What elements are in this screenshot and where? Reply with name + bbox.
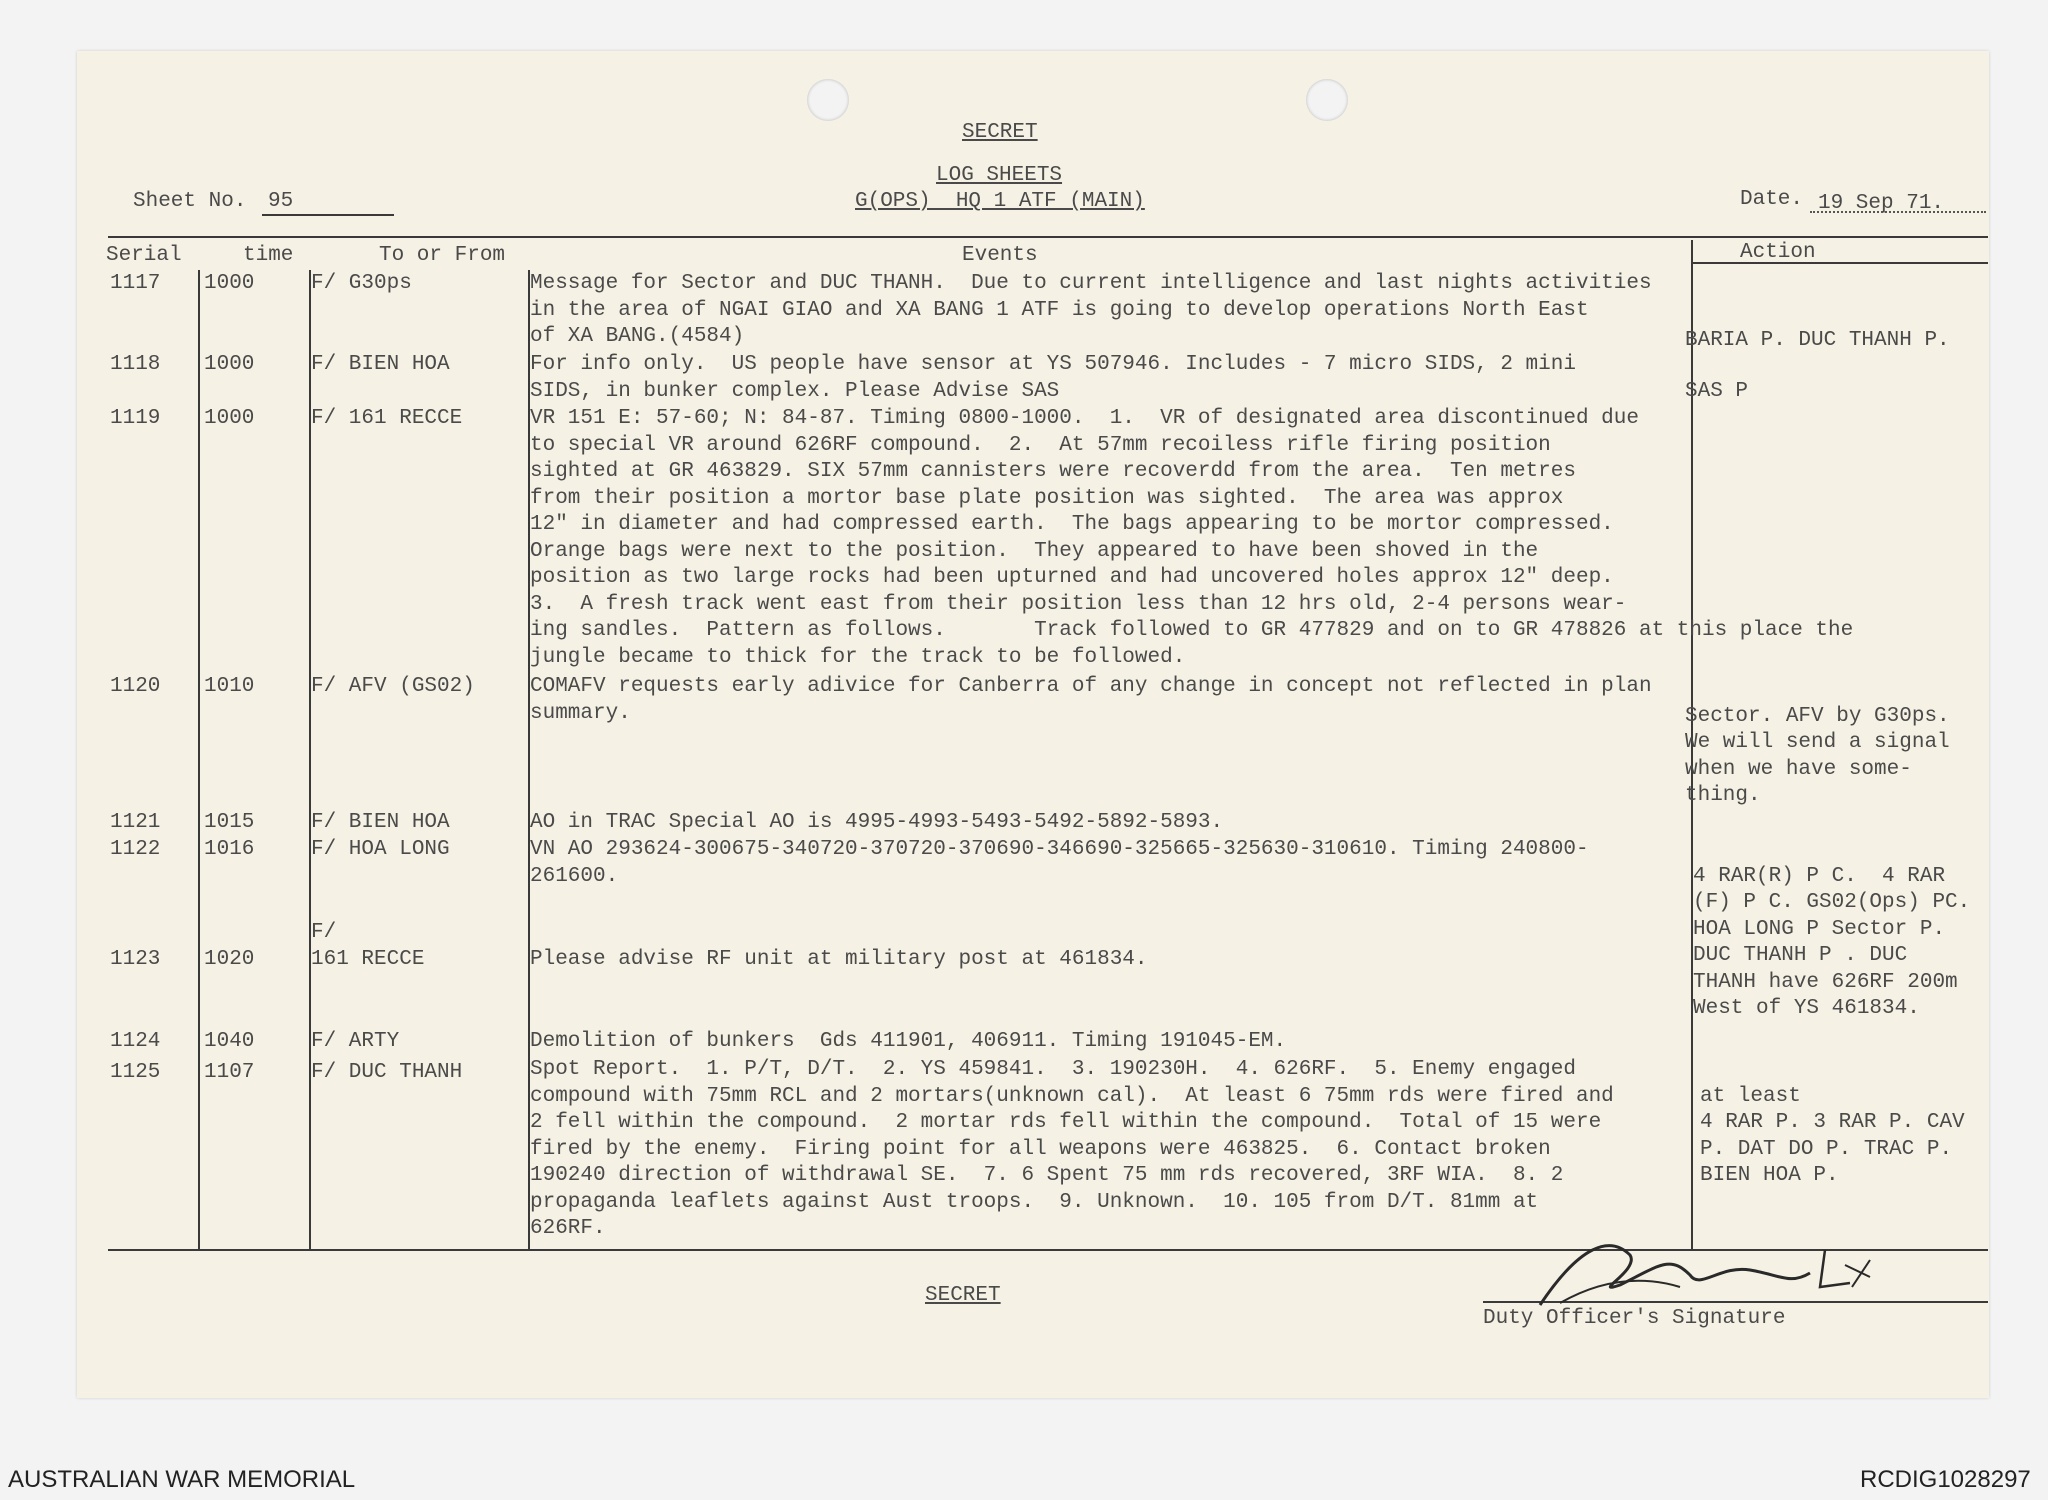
punch-hole: [1306, 79, 1348, 121]
entry-serial: 1122: [110, 838, 161, 861]
entry-time: 1016: [204, 838, 255, 861]
entry-action: SAS P: [1685, 379, 1749, 403]
entry-time: 1040: [204, 1030, 255, 1053]
entry-time: 1000: [204, 407, 255, 430]
classification-top: SECRET: [962, 121, 1038, 144]
entry-to-from: F/ AFV (GS02): [311, 675, 475, 698]
entry-to-from: F/ 161 RECCE: [311, 921, 425, 971]
column-header-serial: Serial: [106, 244, 182, 267]
entry-action: BARIA P. DUC THANH P.: [1685, 329, 1950, 352]
signature-label: Duty Officer's Signature: [1483, 1307, 1786, 1330]
entry-to-from: F/ BIEN HOA: [311, 811, 450, 834]
footer-record-id: RCDIG1028297: [1860, 1466, 2031, 1493]
date-label: Date.: [1740, 188, 1804, 211]
entry-to-from: F/ DUC THANH: [311, 1061, 463, 1084]
footer-source: AUSTRALIAN WAR MEMORIAL: [8, 1466, 356, 1493]
entry-time: 1000: [204, 353, 255, 376]
entry-to-from: F/ ARTY: [311, 1030, 400, 1053]
entry-events: VR 151 E: 57-60; N: 84-87. Timing 0800-1000. 1. VR of designated area discontinued due to special VR around 626RF compound. 2. At 57mm recoiless rifle firing position sighted at GR 463829. SIX 57mm cannisters were recoverdd from the area. Ten metres from their position a mortor base plate position was sighted. The area was approx 12" in diameter and had compressed earth. The bags appearing to be mortor compressed. Orange bags were next to the position. They appeared to have been shoved in the position as two large rocks had been upturned and had uncovered holes approx 12" deep. 3. A fresh track went east from their position less than 12 hrs old, 2-4 persons wear- ing sandles. Pattern as follows. Track followed to GR 477829 and on to GR 478826 at this place the jungle became to thick for the track to be followed.: [530, 407, 1854, 669]
punch-hole: [807, 79, 849, 121]
column-header-action: Action: [1740, 241, 1816, 264]
entry-events: Please advise RF unit at military post at 461834.: [530, 948, 1148, 971]
entry-time: 1020: [204, 948, 255, 971]
entry-time: 1010: [204, 675, 255, 698]
entry-serial: 1117: [110, 272, 161, 295]
entry-serial: 1123: [110, 948, 161, 971]
entry-serial: 1125: [110, 1061, 161, 1084]
table-top-rule: [108, 236, 1988, 238]
entry-events: VN AO 293624-300675-340720-370720-370690-346690-325665-325630-310610. Timing 240800- 261600.: [530, 838, 1589, 888]
column-header-to-from: To or From: [379, 244, 506, 267]
entry-serial: 1119: [110, 407, 161, 430]
handwritten-signature: [1520, 1225, 1890, 1315]
entry-events: Demolition of bunkers Gds 411901, 406911. Timing 191045-EM.: [530, 1030, 1287, 1053]
entry-to-from: F/ BIEN HOA: [311, 353, 450, 376]
entry-events: Message for Sector and DUC THANH. Due to current intelligence and last nights activities in the area of NGAI GIAO and XA BANG 1 ATF is going to develop operations North East of XA BANG.(4584): [530, 272, 1652, 348]
entry-time: 1107: [204, 1061, 255, 1084]
entry-time: 1015: [204, 811, 255, 834]
sheet-number: 95: [268, 190, 294, 213]
date-underline: [1810, 211, 1986, 213]
document-title: LOG SHEETS: [936, 164, 1063, 187]
entry-serial: 1118: [110, 353, 161, 376]
entry-action: Sector. AFV by G30ps. We will send a signal when we have some- thing.: [1685, 704, 1950, 807]
entry-action: 4 RAR(R) P C. 4 RAR (F) P C. GS02(Ops) PC. HOA LONG P Sector P. DUC THANH P . DUC THANH have 626RF 200m West of YS 461834.: [1693, 864, 1971, 1020]
entry-action: at least 4 RAR P. 3 RAR P. CAV P. DAT DO P. TRAC P. BIEN HOA P.: [1700, 1084, 1965, 1187]
entry-to-from: F/ 161 RECCE: [311, 407, 463, 430]
entry-to-from: F/ HOA LONG: [311, 838, 450, 861]
column-header-events: Events: [962, 244, 1038, 267]
column-divider: [198, 270, 200, 1250]
entry-to-from: F/ G30ps: [311, 272, 412, 295]
entry-serial: 1120: [110, 675, 161, 698]
entry-time: 1000: [204, 272, 255, 295]
entry-events: AO in TRAC Special AO is 4995-4993-5493-5492-5892-5893.: [530, 811, 1224, 834]
entry-events: COMAFV requests early adivice for Canberra of any change in concept not reflected in plan summary.: [530, 675, 1652, 725]
entry-serial: 1121: [110, 811, 161, 834]
sheet-label: Sheet No.: [133, 190, 247, 213]
date-value: 19 Sep 71.: [1818, 192, 1945, 215]
sheet-number-underline: [262, 214, 394, 216]
entry-events: Spot Report. 1. P/T, D/T. 2. YS 459841. 3. 190230H. 4. 626RF. 5. Enemy engaged compound with 75mm RCL and 2 mortars(unknown cal). At least 6 75mm rds were fired and 2 fell within the compound. 2 mortar rds fell within the compound. Total of 15 were fired by the enemy. Firing point for all weapons were 463825. 6. Contact broken 190240 direction of withdrawal SE. 7. 6 Spent 75 mm rds recovered, 3RF WIA. 8. 2 propaganda leaflets against Aust troops. 9. Unknown. 10. 105 from D/T. 81mm at 626RF.: [530, 1058, 1614, 1240]
classification-bottom: SECRET: [925, 1284, 1001, 1307]
action-header-rule: [1692, 262, 1988, 264]
entry-serial: 1124: [110, 1030, 161, 1053]
entry-events: For info only. US people have sensor at YS 507946. Includes - 7 micro SIDS, 2 mini SIDS, in bunker complex. Please Advise SAS: [530, 353, 1576, 403]
document-subtitle: G(OPS) HQ 1 ATF (MAIN): [855, 190, 1145, 213]
column-header-time: time: [243, 244, 294, 267]
